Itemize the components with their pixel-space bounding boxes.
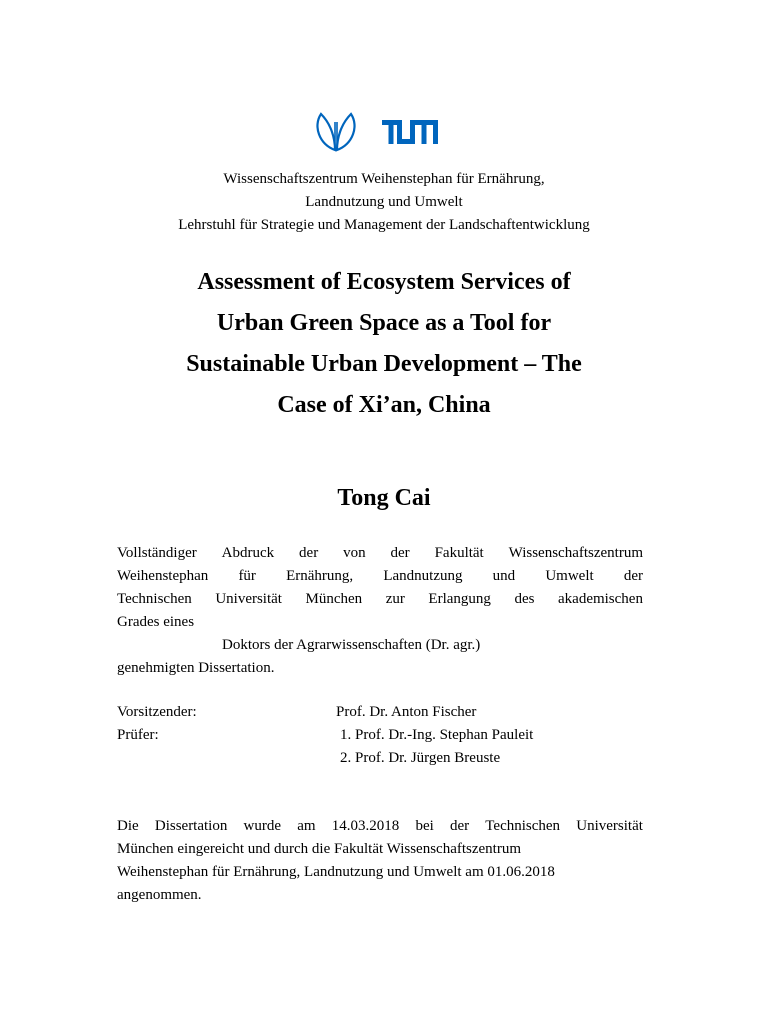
- dissertation-title: [84, 262, 684, 426]
- chair-name: Prof. Dr. Anton Fischer: [336, 704, 477, 720]
- word: für: [238, 568, 256, 584]
- word: und: [492, 568, 516, 584]
- degree-line: Doktors der Agrarwissenschaften (Dr. agr.): [222, 637, 481, 653]
- word: Abdruck: [221, 545, 275, 561]
- word: der: [299, 545, 319, 561]
- author-name: Tong Cai: [337, 485, 431, 511]
- examiner-name: 2. Prof. Dr. Jürgen Breuste: [340, 750, 501, 766]
- word: Universität: [215, 591, 282, 607]
- paragraph-line: Grades eines: [117, 614, 195, 630]
- word: Die: [117, 818, 139, 834]
- paragraph-line: [117, 815, 643, 838]
- chair-line: Lehrstuhl für Strategie und Management der Landschaftentwicklung: [178, 217, 590, 233]
- institution-line: Wissenschaftszentrum Weihenstephan für Ernährung,: [223, 171, 545, 187]
- word: Erlangung: [428, 591, 491, 607]
- word: München: [305, 591, 363, 607]
- committee-row: [117, 747, 643, 770]
- word: der: [390, 545, 410, 561]
- examiner-name: 1. Prof. Dr.-Ing. Stephan Pauleit: [340, 727, 534, 743]
- word: bei: [415, 818, 434, 834]
- title-line: Sustainable Urban Development – The: [186, 351, 582, 377]
- word: am: [297, 818, 316, 834]
- word: Fakultät: [434, 545, 484, 561]
- word: der: [623, 568, 643, 584]
- weihenstephan-leaf-icon: [311, 110, 361, 152]
- paragraph-line: [117, 565, 643, 588]
- word: der: [449, 818, 470, 834]
- chair-role: Vorsitzender:: [117, 704, 197, 720]
- acceptance-paragraph: [117, 815, 643, 907]
- word: Technischen: [117, 591, 192, 607]
- word: akademischen: [558, 591, 643, 607]
- word: von: [343, 545, 366, 561]
- word: Dissertation: [154, 818, 228, 834]
- word: Technischen: [485, 818, 561, 834]
- paragraph-line: [117, 542, 643, 565]
- institution-line: Landnutzung und Umwelt: [305, 194, 463, 210]
- word: Umwelt: [545, 568, 594, 584]
- committee-row: [117, 724, 643, 747]
- word: des: [514, 591, 535, 607]
- institution-block: [0, 168, 768, 237]
- word: Landnutzung: [383, 568, 463, 584]
- word: Weihenstephan: [117, 568, 209, 584]
- paragraph-line: genehmigten Dissertation.: [117, 660, 275, 676]
- committee-row: [117, 701, 643, 724]
- examiner-role: Prüfer:: [117, 727, 159, 743]
- word: Wissenschaftszentrum: [508, 545, 643, 561]
- date-submitted: 14.03.2018: [331, 818, 400, 834]
- word: Vollständiger: [117, 545, 197, 561]
- committee-block: [117, 701, 643, 770]
- title-line: Assessment of Ecosystem Services of: [197, 269, 571, 295]
- word: Ernährung,: [286, 568, 354, 584]
- paragraph-line: München eingereicht und durch die Fakultät Wissenschaftszentrum: [117, 841, 522, 857]
- paragraph-line: Weihenstephan für Ernährung, Landnutzung und Umwelt am 01.06.2018: [117, 864, 555, 880]
- word: Universität: [576, 818, 643, 834]
- title-line: Case of Xi’an, China: [277, 392, 491, 418]
- logo-bar: [0, 110, 768, 154]
- title-line: Urban Green Space as a Tool for: [216, 310, 552, 336]
- examiner-role-spacer: [117, 747, 336, 770]
- word: wurde: [243, 818, 282, 834]
- paragraph-line: angenommen.: [117, 887, 202, 903]
- word: zur: [385, 591, 405, 607]
- paragraph-line: [117, 588, 643, 611]
- tum-logo-icon: [382, 120, 438, 144]
- abdruck-paragraph: [117, 542, 643, 680]
